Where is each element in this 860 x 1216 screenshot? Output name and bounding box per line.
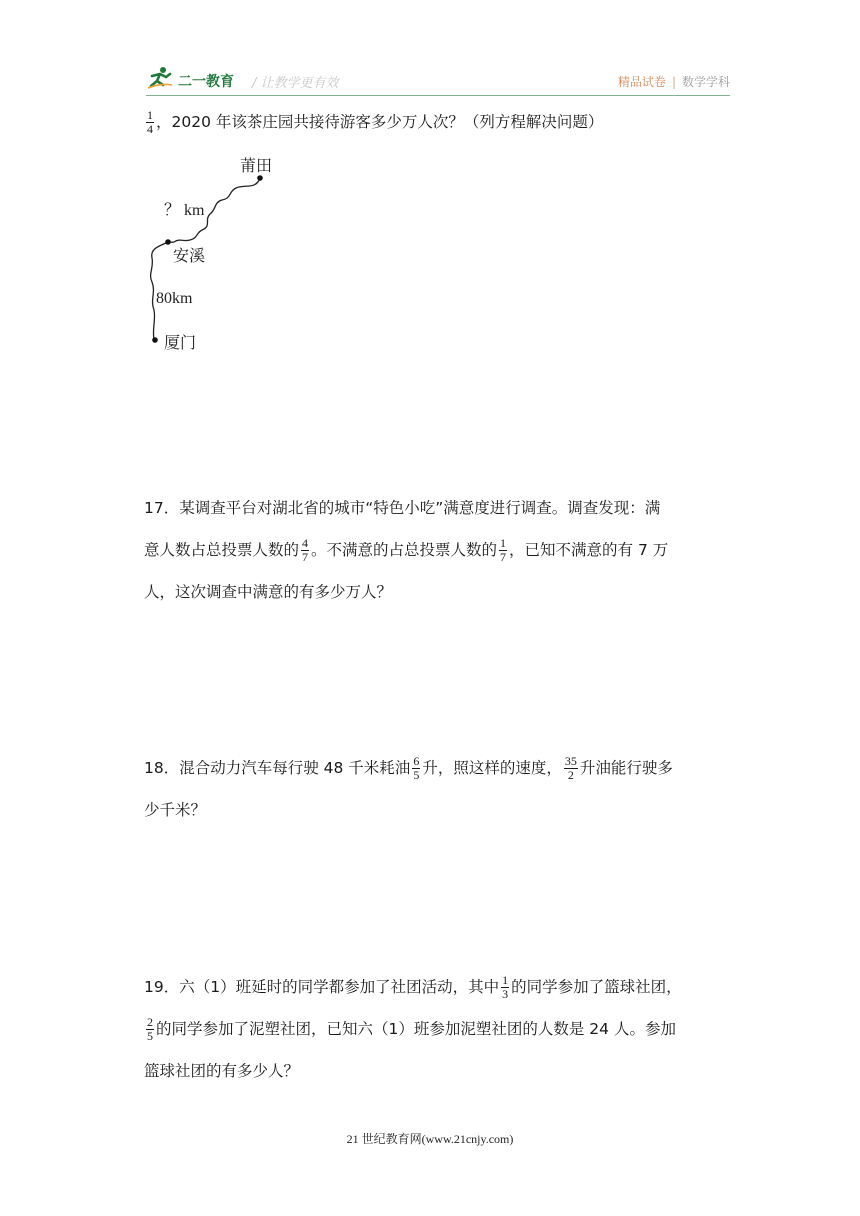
question-line: 17．某调查平台对湖北省的城市“特色小吃”满意度进行调查。调查发现：满	[144, 499, 661, 517]
header-rule	[146, 95, 730, 96]
question-19	[144, 966, 682, 1092]
putian-dot-icon	[257, 175, 263, 181]
anxi-dot-icon	[165, 239, 171, 245]
intro-line: $\frac{1}{4}$ ，2020 年该茶庄园共接待游客多少万人次？（列方程解决问题）	[147, 108, 604, 136]
question-line: 19．六（1）班延时的同学都参加了社团活动，其中 $\frac{1}{3}$ 的同学参加了篮球社团，	[144, 973, 682, 1001]
xiamen-dot-icon	[152, 337, 158, 343]
route-map	[140, 150, 310, 355]
question-line: 18．混合动力汽车每行驶 48 千米耗油 $\frac{6}{5}$ 升，照这样的速度， $\frac{35}{2}$ 升油能行驶多	[144, 754, 673, 782]
fraction: $\frac{1}{3}$	[502, 973, 509, 1001]
fraction: $\frac{2}{5}$	[147, 1015, 153, 1043]
label-unknown-distance: ？ km	[164, 202, 205, 219]
fraction: $\frac{4}{7}$	[302, 536, 309, 564]
question-line: $\frac{2}{5}$ 的同学参加了泥塑社团，已知六（1）班参加泥塑社团的人数是 24 人。参加	[147, 1015, 676, 1043]
header-right	[618, 73, 730, 90]
question-line: 少千米？	[144, 801, 207, 819]
fraction: $\frac{1}{7}$	[500, 536, 507, 564]
logo-name: 二一教育	[178, 74, 234, 90]
runner-logo-icon	[146, 66, 174, 90]
header-label: 精品试卷	[617, 75, 666, 89]
question-18	[144, 747, 673, 831]
fraction: $\frac{6}{5}$	[413, 754, 420, 782]
route-map-drawing	[140, 150, 310, 355]
label-xiamen: 厦门	[164, 335, 197, 352]
question-line: 篮球社团的有多少人？	[144, 1062, 300, 1080]
header-divider: |	[671, 75, 676, 89]
page-footer: 21 世纪教育网(www.21cnjy.com)	[346, 1132, 514, 1146]
header-slogan: / 让教学更有效	[252, 76, 339, 91]
header	[146, 62, 730, 96]
label-putian: 莆田	[240, 158, 273, 175]
question-line: 意人数占总投票人数的 $\frac{4}{7}$ 。不满意的占总投票人数的 $\frac{1}{7}$ ，已知不满意的有 7 万	[144, 536, 669, 564]
label-anxi: 安溪	[173, 248, 206, 265]
fraction: $\frac{1}{4}$	[147, 108, 153, 136]
question-line: 人，这次调查中满意的有多少万人？	[144, 583, 393, 601]
fraction: $\frac{35}{2}$	[564, 754, 577, 782]
header-subject: 数学学科	[681, 75, 730, 89]
label-80km: 80km	[156, 290, 193, 307]
question-17	[144, 487, 668, 613]
